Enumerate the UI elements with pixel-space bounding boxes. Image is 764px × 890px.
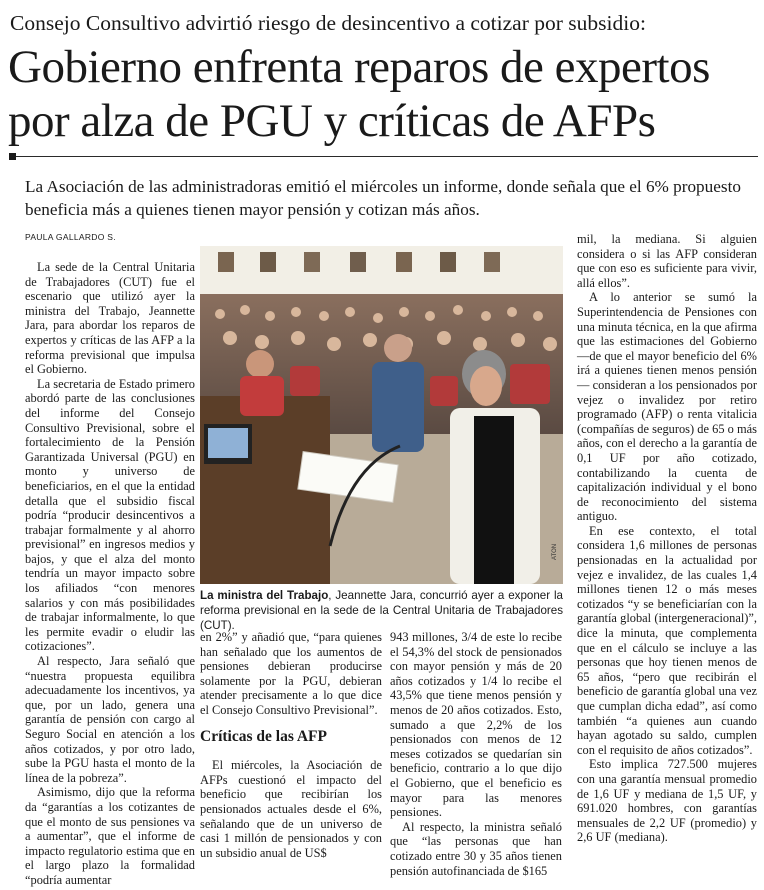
paragraph: En ese contexto, el total considera 1,6 millones de personas pensionadas en la actualidad por vejez e invalidez, de las cuales 1,4 millones tienen 12 o más meses cotizados “y se beneficiarían con la garantía global (intergeneracional)”, dice la minuta, que complementa que en el cálculo se incluye a las personas que hoy tienen menos de 65 años, “pero que recibirán el beneficio de garantía global una vez que cumplan dicha edad”, así como también “a quienes aun cuando hayan agotado su saldo, cumplen con el requisito de años cotizados”. (577, 523, 757, 757)
paragraph: La secretaria de Estado primero abordó parte de las conclusiones del informe del Consejo Consultivo Previsional, sobre el fortalecimiento de la Pensión Garantizada Universal (PGU) en monto y universo de beneficiarios, en el que la entidad detalla que el subsidio fiscal podría “producir desincentivos a trabajar formalmente y al ahorro previsional” en ingresos medios y bajos, y que el alza del monto tendría un mayor impacto sobre los afiliados “con menores salarios y con más posibilidades de trabajar informalmente, lo que les permite evadir o eludir las cotizaciones”. (25, 376, 195, 654)
paragraph: Al respecto, Jara señaló que “nuestra propuesta equilibra adecuadamente los incentivos, ya que, por un lado, genera una garantía de pensión con cargo al Seguro Social en atención a los años cotizados, y por otro lado, sube la PGU hasta el monto de la línea de la pobreza”. (25, 654, 195, 785)
paragraph: A lo anterior se sumó la Superintendencia de Pensiones con una minuta técnica, en la que afirma que las estimaciones del Gobierno —de que el mayor beneficio del 6% irá a quienes tienen menos pensión— consideran a los pensionados por vejez o invalidez por retiro programado (AFP) o renta vitalicia (compañías de seguros) de 65 o más años, con el derecho a la garantía de 0,1 UF por año cotizado, contabilizando la cuenta de capitalización individual y el bono de reconocimiento del sistema antiguo. (577, 290, 757, 524)
paragraph: mil, la mediana. Si alguien considera o si las AFP consideran que con eso es suficiente para vivir, allá ellos”. (577, 232, 757, 290)
paragraph: Asimismo, dijo que la reforma da “garantías a los cotizantes de que el monto de sus pensiones va a aumentar”, que el informe de impacto regulatorio estima que en el largo plazo la formalidad “podría aumentar (25, 785, 195, 887)
body-column-3 (390, 630, 562, 878)
paragraph: en 2%” y añadió que, “para quienes han señalado que los aumentos de pensiones debieran producirse solamente por la PGU, debieran atender precisamente a lo que dice el Consejo Consultivo Previsional”. (200, 630, 382, 717)
article-kicker: Consejo Consultivo advirtió riesgo de desincentivo a cotizar por subsidio: (10, 11, 646, 35)
subheading: Críticas de las AFP (200, 727, 327, 745)
article-deck: La Asociación de las administradoras emitió el miércoles un informe, donde señala que el 6% propuesto beneficia más a quienes tienen mayor pensión y cotizan más años. (25, 177, 741, 219)
caption-lead: La ministra del Trabajo (200, 589, 329, 602)
body-column-1 (25, 260, 195, 888)
article-headline: Gobierno enfrenta reparos de expertos por alza de PGU y críticas de AFPs (8, 41, 710, 147)
photo-credit: ATON (552, 543, 558, 560)
caption-text: , Jeannette Jara, concurrió ayer a exponer la reforma previsional en la sede de la Central Unitaria de Trabajadores (CUT). (200, 589, 564, 632)
photo-illustration (200, 246, 563, 584)
paragraph: El miércoles, la Asociación de AFPs cuestionó el impacto del beneficio que recibirían los pensionados actuales desde el 6%, señalando que de un universo de casi 1 millón de pensionados y con un subsidio anual de US$ (200, 758, 382, 860)
body-column-4 (577, 232, 757, 845)
paragraph: La sede de la Central Unitaria de Trabajadores (CUT) fue el escenario que utilizó ayer la ministra del Trabajo, Jeannette Jara, para abordar los reparos de expertos y críticas de las AFP a la reforma previsional que impulsa el Gobierno. (25, 260, 195, 377)
byline: PAULA GALLARDO S. (25, 232, 116, 242)
paragraph: Esto implica 727.500 mujeres con una garantía mensual promedio de 1,6 UF y mediana de 1,5 UF, y 691.020 hombres, con garantías mensuales de 2,2 UF (promedio) y 2,6 UF (mediana). (577, 757, 757, 845)
headline-divider (10, 156, 758, 157)
photo-caption (200, 588, 563, 633)
paragraph: 943 millones, 3/4 de este lo recibe el 54,3% del stock de pensionados con mayor pensión y más de 20 años cotizados y 1/4 lo recibe el 43,5% que tiene menos pensión y menos de 20 años cotizados. Esto, sumado a que 2,2% de los pensionados con menos de 12 meses cotizados se quedarían sin beneficio, contrario a lo que dijo el Gobierno, que el beneficio es mayor para las menores pensiones. (390, 630, 562, 820)
divider-bullet (9, 153, 16, 160)
paragraph: Al respecto, la ministra señaló que “las personas que han cotizado entre 30 y 35 años tienen pensión autofinanciada de $165 (390, 819, 562, 878)
news-photo (200, 246, 563, 584)
body-column-2 (200, 630, 382, 860)
